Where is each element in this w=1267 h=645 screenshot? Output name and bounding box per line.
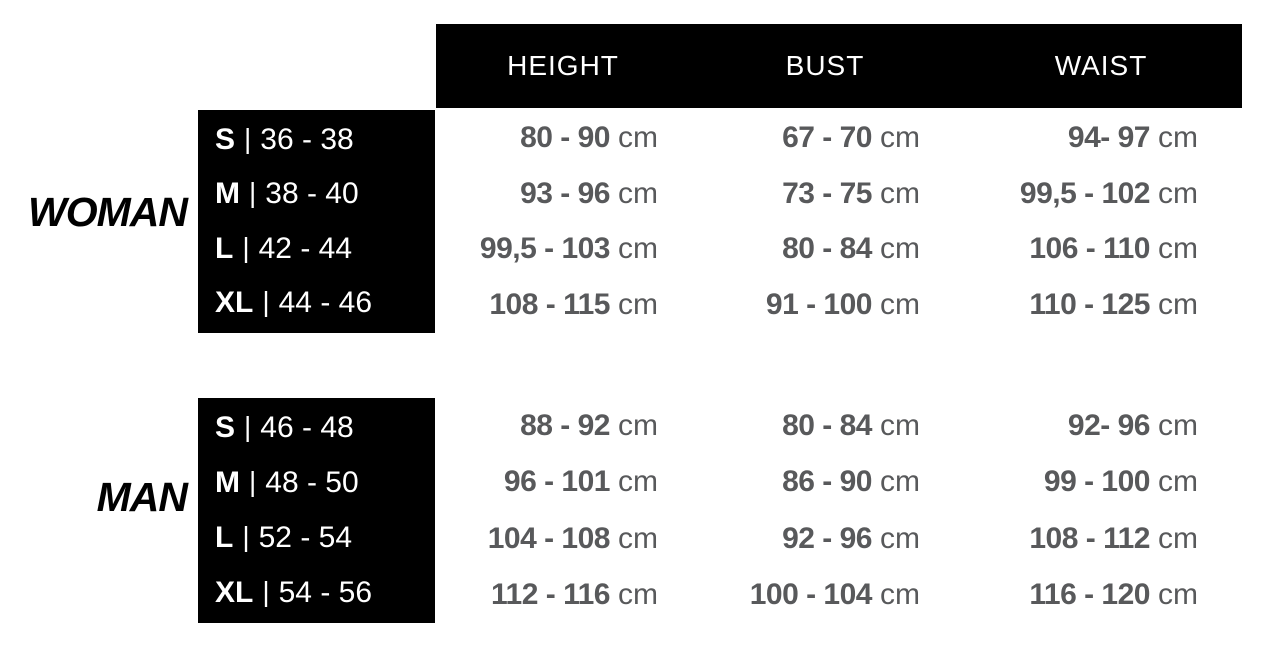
height-value-cell xyxy=(436,166,690,222)
measurement-range: 88 - 92 xyxy=(520,409,610,443)
unit-label: cm xyxy=(1158,232,1198,266)
unit-label: cm xyxy=(1158,521,1198,555)
bust-value-cell xyxy=(690,166,960,222)
bust-value-cell xyxy=(690,454,960,510)
size-letter: M xyxy=(215,177,240,211)
measurement-range: 100 - 104 xyxy=(749,577,872,611)
unit-label: cm xyxy=(880,288,920,322)
size-separator: | xyxy=(244,123,252,155)
size-letter: L xyxy=(215,231,234,265)
height-value-cell xyxy=(436,567,690,623)
measurement-range: 80 - 90 xyxy=(520,120,610,154)
unit-label: cm xyxy=(880,465,920,499)
column-header-bust: BUST xyxy=(785,50,865,81)
measurement-range: 106 - 110 xyxy=(1029,232,1150,266)
unit-label: cm xyxy=(880,232,920,266)
unit-label: cm xyxy=(1158,288,1198,322)
size-separator: | xyxy=(249,177,257,209)
unit-label: cm xyxy=(618,176,658,210)
unit-label: cm xyxy=(618,232,658,266)
size-range: 36 - 38 xyxy=(260,123,354,157)
measurement-range: 96 - 101 xyxy=(503,465,610,499)
measurement-range: 91 - 100 xyxy=(765,288,872,322)
measurement-range: 94- 97 xyxy=(1067,120,1150,154)
measurement-range: 80 - 84 xyxy=(782,232,872,266)
measurement-range: 99,5 - 102 xyxy=(1019,176,1150,210)
size-letter: XL xyxy=(215,285,254,319)
unit-label: cm xyxy=(880,577,920,611)
size-row-woman-s xyxy=(198,113,435,167)
measurement-range: 92 - 96 xyxy=(782,521,872,555)
height-value-cell xyxy=(436,110,690,166)
size-range: 44 - 46 xyxy=(278,285,373,319)
size-range: 38 - 40 xyxy=(265,177,359,211)
measurement-range: 92- 96 xyxy=(1067,409,1150,443)
waist-value-cell xyxy=(960,454,1242,510)
section-label-woman: WOMAN xyxy=(28,189,187,235)
waist-value-cell xyxy=(960,398,1242,454)
size-column-man xyxy=(198,398,435,623)
height-value-cell xyxy=(436,222,690,278)
unit-label: cm xyxy=(618,288,658,322)
measurement-range: 116 - 120 xyxy=(1029,577,1150,611)
size-separator: | xyxy=(242,520,250,552)
unit-label: cm xyxy=(1158,577,1198,611)
waist-value-cell xyxy=(960,277,1242,333)
bust-value-cell xyxy=(690,511,960,567)
unit-label: cm xyxy=(880,176,920,210)
unit-label: cm xyxy=(618,409,658,443)
measurement-range: 108 - 115 xyxy=(489,288,610,322)
waist-value-cell xyxy=(960,166,1242,222)
size-range: 48 - 50 xyxy=(265,466,359,500)
bust-value-cell xyxy=(690,277,960,333)
measurement-range: 112 - 116 xyxy=(491,577,610,611)
size-letter: S xyxy=(215,123,236,157)
size-row-man-l xyxy=(198,511,435,566)
size-row-woman-m xyxy=(198,167,435,221)
unit-label: cm xyxy=(1158,120,1198,154)
height-value-cell xyxy=(436,277,690,333)
measurement-range: 80 - 84 xyxy=(782,409,872,443)
bust-value-cell xyxy=(690,222,960,278)
size-letter: M xyxy=(215,466,240,500)
size-range: 52 - 54 xyxy=(258,520,353,554)
size-separator: | xyxy=(262,575,270,607)
bust-value-cell xyxy=(690,567,960,623)
size-letter: L xyxy=(215,520,234,554)
unit-label: cm xyxy=(880,409,920,443)
measurement-range: 108 - 112 xyxy=(1029,521,1150,555)
size-row-man-xl xyxy=(198,565,435,620)
size-row-man-s xyxy=(198,401,435,456)
size-row-woman-xl xyxy=(198,276,435,330)
values-grid-woman xyxy=(436,110,1242,333)
measurement-range: 86 - 90 xyxy=(782,465,872,499)
waist-value-cell xyxy=(960,222,1242,278)
size-range: 42 - 44 xyxy=(258,231,353,265)
measurement-range: 99 - 100 xyxy=(1043,465,1150,499)
waist-value-cell xyxy=(960,567,1242,623)
size-range: 46 - 48 xyxy=(260,411,354,445)
height-value-cell xyxy=(436,454,690,510)
column-header-waist: WAIST xyxy=(1054,50,1148,81)
waist-value-cell xyxy=(960,511,1242,567)
measurement-range: 104 - 108 xyxy=(487,521,610,555)
unit-label: cm xyxy=(618,465,658,499)
values-grid-man xyxy=(436,398,1242,623)
measurement-range: 110 - 125 xyxy=(1029,288,1150,322)
unit-label: cm xyxy=(618,577,658,611)
table-header-bar xyxy=(436,24,1242,108)
size-row-man-m xyxy=(198,456,435,511)
unit-label: cm xyxy=(1158,465,1198,499)
bust-value-cell xyxy=(690,110,960,166)
unit-label: cm xyxy=(1158,409,1198,443)
size-range: 54 - 56 xyxy=(278,575,373,609)
column-header-height: HEIGHT xyxy=(507,50,619,81)
size-separator: | xyxy=(244,411,252,443)
unit-label: cm xyxy=(1158,176,1198,210)
measurement-range: 99,5 - 103 xyxy=(479,232,610,266)
unit-label: cm xyxy=(618,521,658,555)
measurement-range: 73 - 75 xyxy=(782,176,872,210)
height-value-cell xyxy=(436,398,690,454)
size-column-woman xyxy=(198,110,435,333)
size-separator: | xyxy=(249,466,257,498)
bust-value-cell xyxy=(690,398,960,454)
height-value-cell xyxy=(436,511,690,567)
unit-label: cm xyxy=(880,120,920,154)
size-separator: | xyxy=(242,231,250,263)
section-woman xyxy=(0,110,1242,333)
size-row-woman-l xyxy=(198,222,435,276)
waist-value-cell xyxy=(960,110,1242,166)
measurement-range: 67 - 70 xyxy=(782,120,872,154)
unit-label: cm xyxy=(880,521,920,555)
size-letter: XL xyxy=(215,575,254,609)
section-man xyxy=(0,398,1242,623)
unit-label: cm xyxy=(618,120,658,154)
size-separator: | xyxy=(262,285,270,317)
section-label-man: MAN xyxy=(96,474,187,520)
size-letter: S xyxy=(215,411,236,445)
measurement-range: 93 - 96 xyxy=(520,176,610,210)
